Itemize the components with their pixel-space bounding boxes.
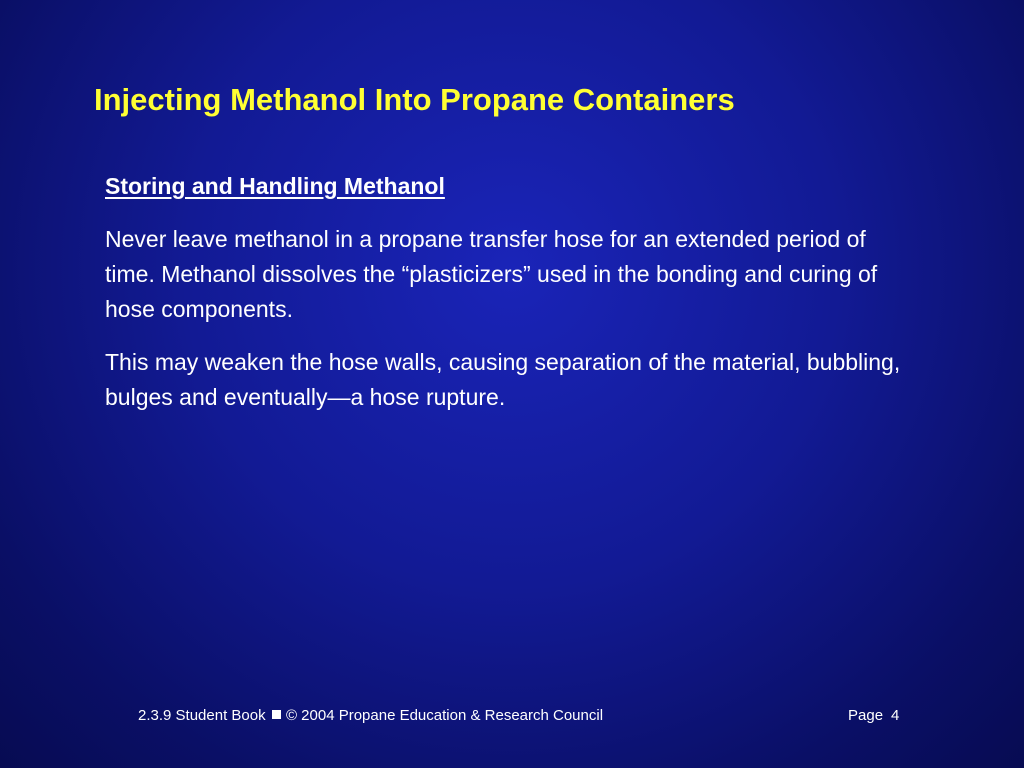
footer-copyright: © 2004 Propane Education & Research Council [285, 707, 604, 724]
footer-credits [138, 706, 603, 726]
page-label: Page [848, 707, 884, 724]
paragraph-1: Never leave methanol in a propane transfer hose for an extended period of time. Methanol dissolves the “plasticizers” used in the bonding and curing of hose components. [105, 226, 878, 322]
section-subheading: Storing and Handling Methanol [105, 173, 445, 199]
footer-page [848, 706, 899, 726]
slide-title: Injecting Methanol Into Propane Containers [94, 82, 735, 117]
paragraph-2: This may weaken the hose walls, causing separation of the material, bubbling, bulges and eventually—a hose rupture. [105, 349, 901, 410]
footer-book-label: 2.3.9 Student Book [138, 707, 266, 724]
slide-content [105, 170, 905, 433]
page-number: 4 [891, 707, 900, 724]
square-bullet-icon [272, 710, 281, 719]
